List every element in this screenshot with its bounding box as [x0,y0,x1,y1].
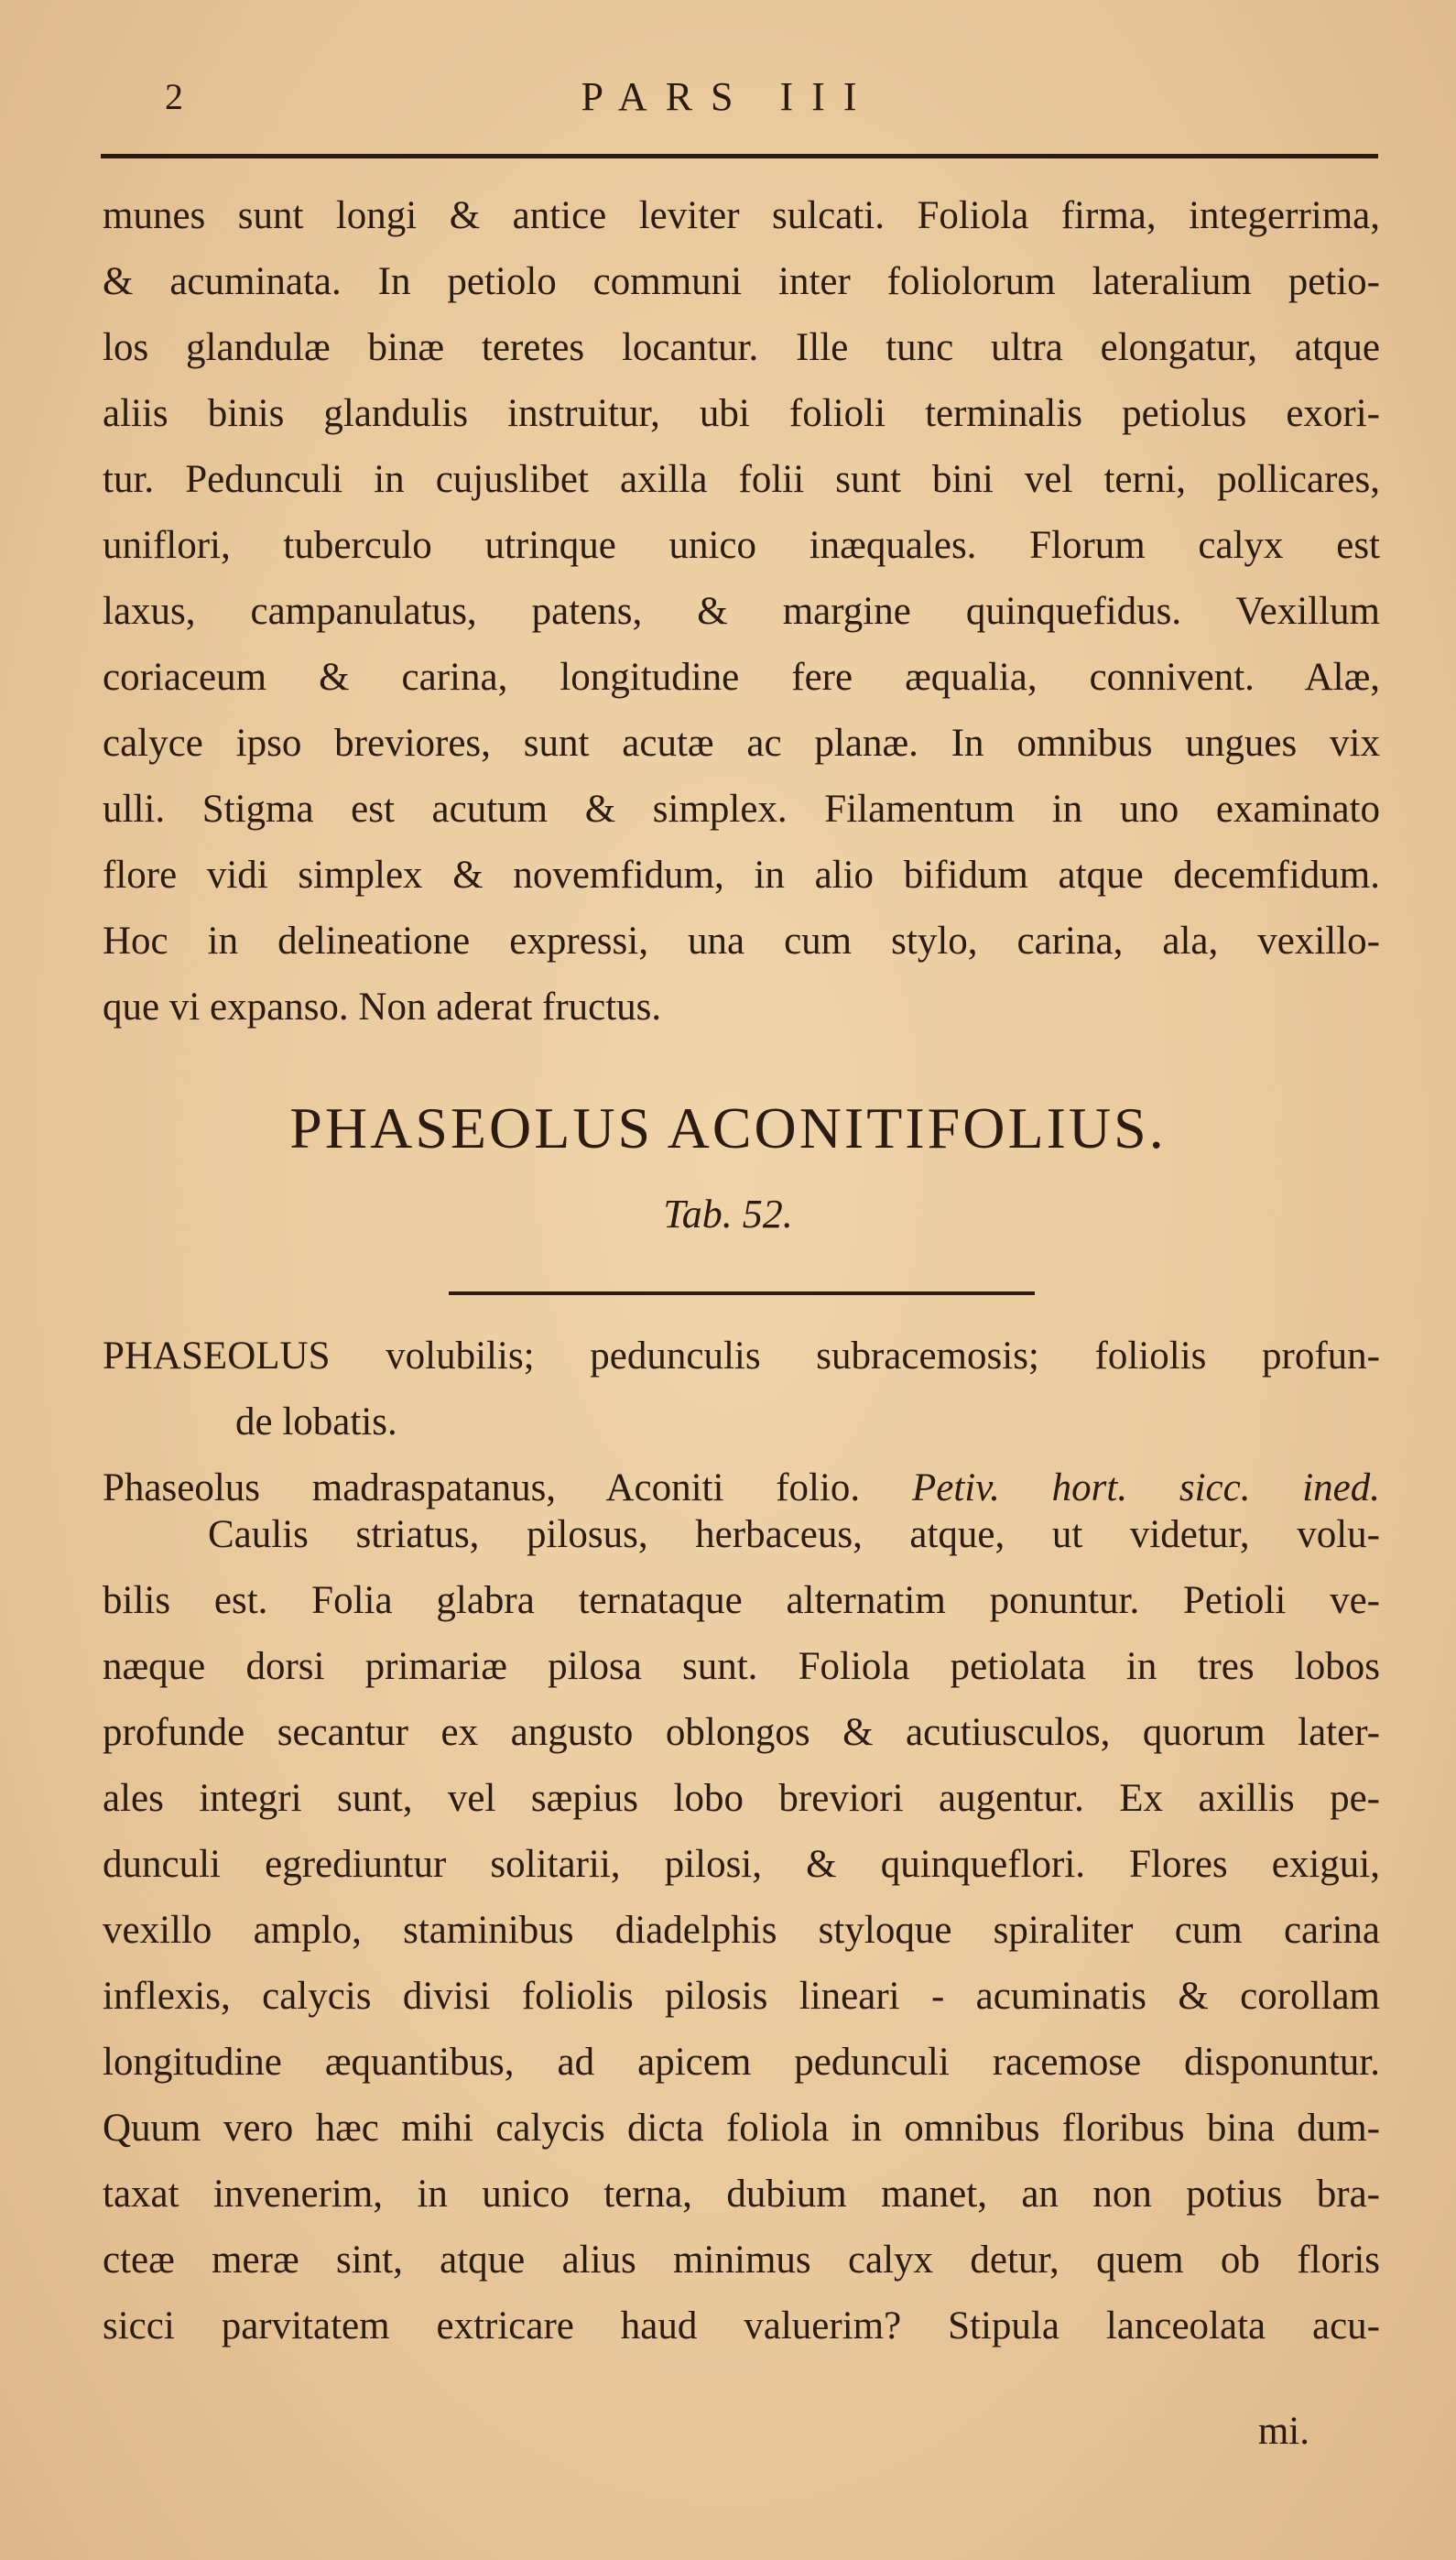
text-line: ales integri sunt, vel sæpius lobo breviori augentur. Ex axillis pe- [103,1777,1380,1820]
text-line: Hoc in delineatione expressi, una cum stylo, carina, ala, vexillo- [103,920,1380,963]
header-rule [101,154,1378,158]
page-number: 2 [165,76,183,117]
text-line: taxat invenerim, in unico terna, dubium manet, an non potius bra- [103,2173,1380,2216]
text-line: ulli. Stigma est acutum & simplex. Filamentum in uno examinato [103,788,1380,831]
section-rule [449,1291,1035,1295]
text-line: calyce ipso breviores, sunt acutæ ac planæ. In omnibus ungues vix [103,722,1380,765]
continued-description [103,183,1380,1040]
text-line: cteæ meræ sint, atque alius minimus calyx detur, quem ob floris [103,2239,1380,2282]
text-line: dunculi egrediuntur solitarii, pilosi, & quinqueflori. Flores exigui, [103,1843,1380,1886]
text-line: los glandulæ binæ teretes locantur. Ille tunc ultra elongatur, atque [103,326,1380,369]
text-line: sicci parvitatem extricare haud valuerim? Stipula lanceolata acu- [103,2304,1380,2348]
text-line: vexillo amplo, staminibus diadelphis styloque spiraliter cum carina [103,1909,1380,1952]
text-line: uniflori, tuberculo utrinque unico inæquales. Florum calyx est [103,524,1380,567]
catchword: mi. [1257,2410,1309,2453]
synonym-reference: Petiv. hort. sicc. ined. [911,1466,1381,1509]
text-line: munes sunt longi & antice leviter sulcati. Foliola firma, integerrima, [103,194,1380,237]
diagnosis-line: de lobatis. [235,1400,397,1443]
synonym-text: Phaseolus madraspatanus, Aconiti folio. [103,1466,861,1509]
text-line: Caulis striatus, pilosus, herbaceus, atque, ut videtur, volu- [208,1513,1380,1556]
description [103,1502,1380,2359]
text-line: longitudine æquantibus, ad apicem pedunculi racemose disponuntur. [103,2041,1380,2084]
text-line: coriaceum & carina, longitudine fere æqualia, connivent. Alæ, [103,656,1380,699]
plate-reference: Tab. 52. [663,1192,793,1236]
diagnosis-line: PHASEOLUS volubilis; pedunculis subracemosis; foliolis profun- [103,1334,1380,1378]
text-line: aliis binis glandulis instruitur, ubi folioli terminalis petiolus exori- [103,392,1380,435]
text-line: Quum vero hæc mihi calycis dicta foliola in omnibus floribus bina dum- [103,2107,1380,2150]
text-line: laxus, campanulatus, patens, & margine quinquefidus. Vexillum [103,590,1380,633]
running-title: PARS III [581,74,875,119]
text-line: & acuminata. In petiolo communi inter foliolorum lateralium petio- [103,260,1380,303]
species-title: PHASEOLUS ACONITIFOLIUS. [289,1095,1167,1160]
text-line: flore vidi simplex & novemfidum, in alio bifidum atque decemfidum. [103,854,1380,897]
text-line: tur. Pedunculi in cujuslibet axilla folii sunt bini vel terni, pollicares, [103,458,1380,501]
text-line: inflexis, calycis divisi foliolis pilosis lineari - acuminatis & corollam [103,1975,1380,2018]
text-line: næque dorsi primariæ pilosa sunt. Foliola petiolata in tres lobos [103,1645,1380,1688]
text-line: profunde secantur ex angusto oblongos & acutiusculos, quorum later- [103,1711,1380,1754]
diagnosis [103,1324,1380,1521]
text-line: que vi expanso. Non aderat fructus. [103,986,662,1029]
text-line: bilis est. Folia glabra ternataque alternatim ponuntur. Petioli ve- [103,1579,1380,1622]
